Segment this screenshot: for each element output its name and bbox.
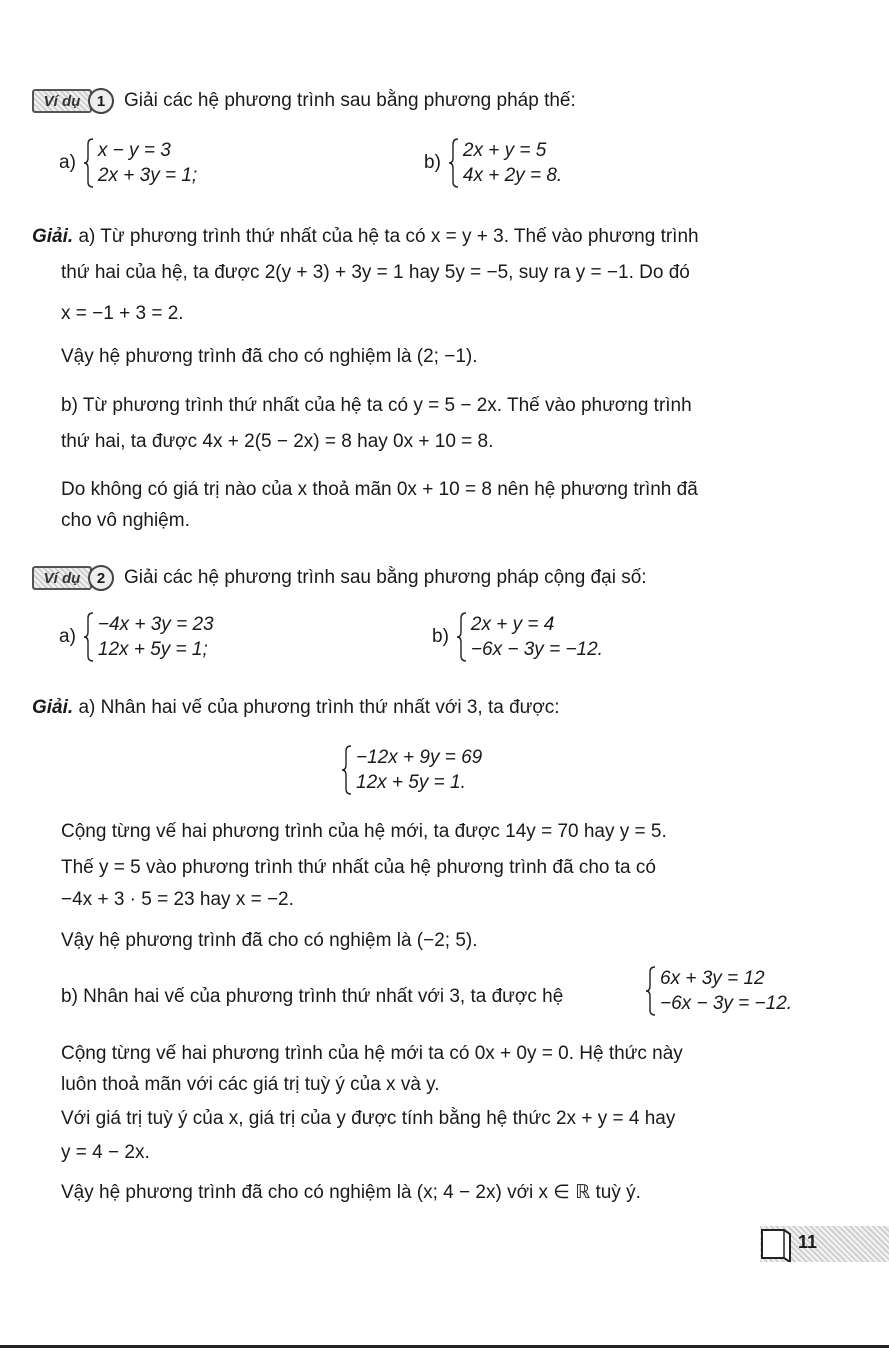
brace-icon <box>84 612 94 662</box>
system-label: a) <box>59 626 76 647</box>
brace-icon <box>457 612 467 662</box>
solution-label: Giải. <box>32 226 74 247</box>
equation-row: 6x + 3y = 12 <box>660 968 765 989</box>
book-icon <box>760 1228 792 1262</box>
solution-2-line-3: Thế y = 5 vào phương trình thứ nhất của hệ phương trình đã cho ta có <box>61 857 656 878</box>
equation-row: 12x + 5y = 1; <box>97 639 208 660</box>
solution-1-line-2: thứ hai của hệ, ta được 2(y + 3) + 3y = 1 hay 5y = −5, suy ra y = −1. Do đó <box>61 262 690 283</box>
system-label: a) <box>59 152 76 173</box>
equation-row: −6x − 3y = −12. <box>470 639 603 660</box>
solution-2-line-8: luôn thoả mãn với các giá trị tuỳ ý của x và y. <box>61 1074 440 1095</box>
equation-row: 2x + y = 4 <box>470 614 555 635</box>
solution-1-conclusion: Vậy hệ phương trình đã cho có nghiệm là (2; −1). <box>61 346 478 367</box>
example-number: 2 <box>88 565 114 591</box>
system-2b <box>432 612 603 662</box>
system-2a-transformed <box>342 745 482 795</box>
brace-icon <box>646 966 656 1016</box>
solution-1-line-7: Do không có giá trị nào của x thoả mãn 0x + 10 = 8 nên hệ phương trình đã <box>61 479 698 500</box>
example-1-header <box>32 88 576 114</box>
bottom-rule <box>0 1345 889 1348</box>
equation-row: −6x − 3y = −12. <box>660 993 793 1014</box>
brace-icon <box>449 138 459 188</box>
solution-2-line-7: Cộng từng vế hai phương trình của hệ mới ta có 0x + 0y = 0. Hệ thức này <box>61 1043 683 1064</box>
equation-row: −12x + 9y = 69 <box>356 747 483 768</box>
example-heading: Giải các hệ phương trình sau bằng phương pháp thế: <box>124 90 576 111</box>
equation-row: −4x + 3y = 23 <box>97 614 214 635</box>
solution-2-line-2: Cộng từng vế hai phương trình của hệ mới, ta được 14y = 70 hay y = 5. <box>61 821 667 842</box>
system-2a <box>59 612 214 662</box>
system-label: b) <box>424 152 441 173</box>
solution-label: Giải. <box>32 697 74 718</box>
solution-2-line-9: Với giá trị tuỳ ý của x, giá trị của y được tính bằng hệ thức 2x + y = 4 hay <box>61 1108 676 1129</box>
solution-1-line-5: b) Từ phương trình thứ nhất của hệ ta có y = 5 − 2x. Thế vào phương trình <box>61 395 692 416</box>
equation-row: 2x + y = 5 <box>462 140 547 161</box>
system-1b <box>424 138 562 188</box>
equation-row: x − y = 3 <box>97 140 171 161</box>
solution-1-line-1: Giải. a) Từ phương trình thứ nhất của hệ ta có x = y + 3. Thế vào phương trình <box>32 226 699 247</box>
system-2b-transformed <box>646 966 792 1016</box>
example-number: 1 <box>88 88 114 114</box>
equation-row: 4x + 2y = 8. <box>462 165 563 186</box>
solution-2-line-4: −4x + 3 · 5 = 23 hay x = −2. <box>61 889 294 910</box>
solution-2-line-1: Giải. a) Nhân hai vế của phương trình thứ nhất với 3, ta được: <box>32 697 560 718</box>
solution-1-line-8: cho vô nghiệm. <box>61 510 190 531</box>
solution-2-conclusion-a: Vậy hệ phương trình đã cho có nghiệm là (−2; 5). <box>61 930 478 951</box>
system-label: b) <box>432 626 449 647</box>
solution-2-line-6: b) Nhân hai vế của phương trình thứ nhất với 3, ta được hệ <box>61 986 564 1007</box>
solution-1-line-6: thứ hai, ta được 4x + 2(5 − 2x) = 8 hay 0x + 10 = 8. <box>61 431 494 452</box>
equation-row: 2x + 3y = 1; <box>97 165 198 186</box>
solution-1-line-3: x = −1 + 3 = 2. <box>61 303 184 324</box>
system-1a <box>59 138 197 188</box>
brace-icon <box>84 138 94 188</box>
example-2-header <box>32 565 647 591</box>
example-badge: Ví dụ <box>32 89 92 113</box>
brace-icon <box>342 745 352 795</box>
example-heading: Giải các hệ phương trình sau bằng phương pháp cộng đại số: <box>124 567 647 588</box>
page-number: 11 <box>798 1232 818 1252</box>
example-badge: Ví dụ <box>32 566 92 590</box>
equation-row: 12x + 5y = 1. <box>356 772 466 793</box>
solution-2-line-10: y = 4 − 2x. <box>61 1142 150 1163</box>
solution-2-conclusion-b: Vậy hệ phương trình đã cho có nghiệm là (x; 4 − 2x) với x ∈ ℝ tuỳ ý. <box>61 1182 641 1203</box>
